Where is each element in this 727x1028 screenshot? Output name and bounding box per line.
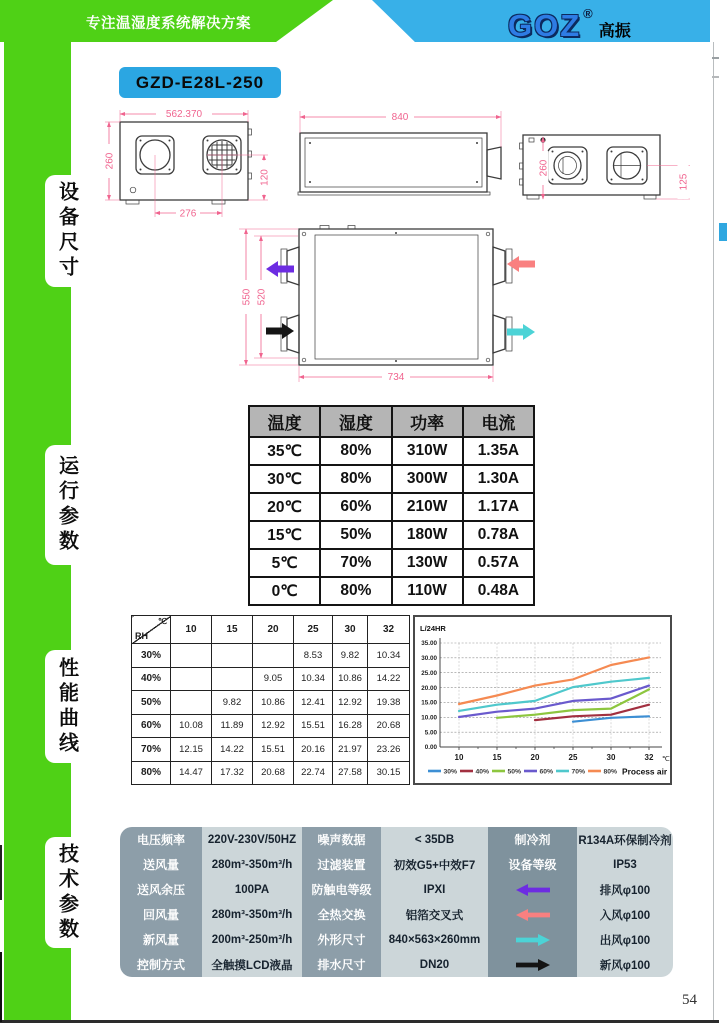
page-edge-artifact [712,76,719,78]
perf-cell: 23.26 [368,738,410,762]
op-cell: 1.17A [463,493,534,521]
perf-cell: 11.89 [212,714,253,738]
table-row [132,761,410,785]
tech-label-cell: 设备等级 [488,852,577,877]
sidebar-tab-operating-parameters: 运行参数 [45,445,89,565]
op-cell: 310W [392,437,463,465]
perf-row-header: 30% [132,644,171,668]
op-cell: 180W [392,521,463,549]
perf-col-header: 20 [253,616,294,644]
perf-cell [171,691,212,715]
perf-cell: 12.15 [171,738,212,762]
tech-label-cell: 电压频率 [120,827,202,852]
page-edge-artifact [0,845,2,900]
tech-value-cell: 220V-230V/50HZ [202,827,302,852]
perf-cell: 17.32 [212,761,253,785]
perf-cell: 20.16 [294,738,333,762]
op-cell: 35℃ [249,437,320,465]
performance-chart-svg [415,619,670,781]
rear-view-drawing [520,135,691,199]
table-row [132,714,410,738]
performance-chart [413,615,672,785]
dim-rear-height: 260 [538,159,550,177]
perf-row-header: 60% [132,714,171,738]
op-cell: 0.57A [463,549,534,577]
tech-label-cell: 送风余压 [120,877,202,902]
table-row [249,521,534,549]
tech-value-cell: 铝箔交叉式 [381,902,488,927]
perf-cell [253,644,294,668]
op-cell: 60% [320,493,391,521]
perf-cell: 20.68 [368,714,410,738]
table-row [132,667,410,691]
dim-top-outer: 550 [241,288,253,306]
operating-parameters-table [248,405,535,606]
rear-right-port [607,147,647,184]
tech-label-cell: 过滤装置 [302,852,381,877]
outlet-arrow-icon [507,324,535,340]
dim-top-width: 734 [387,372,405,383]
perf-cell: 8.53 [294,644,333,668]
tech-arrow-cell [488,902,577,927]
op-header-current: 电流 [463,406,534,437]
tech-value-cell: IPXI [381,877,488,902]
tech-value-cell: DN20 [381,952,488,977]
op-cell: 80% [320,465,391,493]
sidebar-tab-technical-parameters: 技术参数 [45,837,89,948]
svg-text:5.00: 5.00 [424,729,437,737]
op-cell: 110W [392,577,463,605]
svg-text:10: 10 [454,753,464,762]
tech-value-cell: R134A环保制冷剂 [577,827,673,852]
op-cell: 1.35A [463,437,534,465]
svg-text:25: 25 [568,753,578,762]
tech-label-cell: 控制方式 [120,952,202,977]
tech-label-cell: 噪声数据 [302,827,381,852]
perf-cell [171,667,212,691]
tech-label-cell: 防触电等级 [302,877,381,902]
dim-front-height: 260 [104,152,116,170]
perf-cell: 19.38 [368,691,410,715]
perf-cell: 10.86 [253,691,294,715]
perf-row-header: 40% [132,667,171,691]
side-view-drawing [298,111,501,195]
perf-cell: 16.28 [333,714,368,738]
table-row [249,465,534,493]
perf-cell: 12.92 [333,691,368,715]
tech-value-cell: 新风φ100 [577,952,673,977]
tech-value-cell: 全触摸LCD液晶 [202,952,302,977]
brand-logo-text: GOZ [508,8,582,43]
perf-col-header: 25 [294,616,333,644]
dim-front-right: 120 [259,169,271,186]
model-badge: GZD-E28L-250 [119,67,281,98]
inlet-arrow-icon [516,909,550,921]
tech-value-cell: 280m³-350m³/h [202,902,302,927]
dim-front-width: 562.370 [165,109,203,120]
perf-cell: 30.15 [368,761,410,785]
perf-col-header: 10 [171,616,212,644]
table-row [249,549,534,577]
svg-text:60%: 60% [539,768,554,776]
op-cell: 80% [320,437,391,465]
table-row [132,644,410,668]
perf-col-header: 30 [333,616,368,644]
perf-cell: 27.58 [333,761,368,785]
perf-cell: 15.51 [294,714,333,738]
perf-cell: 10.34 [368,644,410,668]
op-cell: 0.78A [463,521,534,549]
technical-parameters-panel [120,827,673,977]
tech-value-cell: 排风φ100 [577,877,673,902]
op-header-humidity: 湿度 [320,406,391,437]
corner-unit-celsius: ℃ [158,617,167,626]
op-cell: 80% [320,577,391,605]
tech-arrow-cell [488,927,577,952]
perf-cell: 14.47 [171,761,212,785]
tech-label-cell: 送风量 [120,852,202,877]
perf-cell: 22.74 [294,761,333,785]
table-row [249,577,534,605]
dim-front-ports: 276 [179,208,197,220]
tech-value-cell: 出风φ100 [577,927,673,952]
op-cell: 50% [320,521,391,549]
svg-text:70%: 70% [571,768,586,776]
perf-cell: 12.92 [253,714,294,738]
svg-text:80%: 80% [603,768,618,776]
tech-label-cell: 制冷剂 [488,827,577,852]
op-cell: 210W [392,493,463,521]
tech-label-cell: 排水尺寸 [302,952,381,977]
svg-text:25.00: 25.00 [421,669,437,677]
outlet-arrow-icon [516,934,550,946]
op-cell: 1.30A [463,465,534,493]
svg-text:20.00: 20.00 [421,684,437,692]
front-view-drawing [104,109,271,220]
perf-row-header: 50% [132,691,171,715]
tech-arrow-cell [488,952,577,977]
perf-cell [212,667,253,691]
sidebar-tab-device-dimensions: 设备尺寸 [45,175,89,287]
table-row [249,493,534,521]
perf-cell [171,644,212,668]
page-number: 54 [682,992,697,1008]
tech-value-cell: IP53 [577,852,673,877]
svg-text:L/24HR: L/24HR [420,624,446,633]
svg-text:50%: 50% [507,768,522,776]
front-drain-hole [130,187,136,193]
table-row [132,738,410,762]
table-row [132,691,410,715]
corner-unit-rh: RH [135,631,148,641]
perf-row-header: 80% [132,761,171,785]
op-cell: 5℃ [249,549,320,577]
perf-col-header: 32 [368,616,410,644]
perf-cell: 12.41 [294,691,333,715]
dim-top-inner: 520 [256,288,268,306]
svg-text:15: 15 [492,753,502,762]
tech-value-cell: 200m³-250m³/h [202,927,302,952]
tech-value-cell: 280m³-350m³/h [202,852,302,877]
dim-side-width: 840 [391,112,409,123]
table-header-row [132,616,410,644]
perf-cell: 14.22 [212,738,253,762]
header-tagline: 专注温湿度系统解决方案 [86,16,251,32]
inlet-arrow-icon [507,256,535,272]
op-cell: 0.48A [463,577,534,605]
op-cell: 15℃ [249,521,320,549]
table-header-row [249,406,534,437]
perf-cell: 10.86 [333,667,368,691]
tech-arrow-cell [488,877,577,902]
svg-text:30: 30 [606,753,616,762]
performance-data-table [131,615,410,785]
perf-cell: 10.34 [294,667,333,691]
perf-row-header: 70% [132,738,171,762]
page-bottom-rule [0,1020,719,1023]
op-cell: 20℃ [249,493,320,521]
op-cell: 300W [392,465,463,493]
svg-text:20: 20 [530,753,540,762]
perf-cell: 15.51 [253,738,294,762]
brand-logo-chinese: 高振 [598,23,631,40]
perf-cell: 9.82 [212,691,253,715]
op-cell: 30℃ [249,465,320,493]
perf-cell [212,644,253,668]
op-cell: 0℃ [249,577,320,605]
fresh-air-arrow-icon [266,323,294,339]
svg-text:15.00: 15.00 [421,699,437,707]
svg-text:10.00: 10.00 [421,714,437,722]
svg-text:℃: ℃ [662,756,670,763]
top-view-drawing [239,226,535,384]
page-edge-artifact [719,223,727,241]
brand-logo [508,6,631,41]
table-row [249,437,534,465]
tech-label-cell: 新风量 [120,927,202,952]
svg-text:30.00: 30.00 [421,655,437,663]
svg-text:0.00: 0.00 [424,744,437,752]
perf-cell: 9.82 [333,644,368,668]
tech-label-cell: 全热交换 [302,902,381,927]
rear-left-port [548,147,587,184]
tech-value-cell: 100PA [202,877,302,902]
svg-text:35.00: 35.00 [421,640,437,648]
svg-text:Process air: Process air [622,766,668,777]
fresh-air-arrow-icon [516,959,550,971]
page-edge-artifact [713,42,714,1020]
perf-cell: 10.08 [171,714,212,738]
svg-text:40%: 40% [475,768,490,776]
perf-cell: 14.22 [368,667,410,691]
page-edge-artifact [712,57,719,59]
perf-cell: 9.05 [253,667,294,691]
tech-label-cell: 回风量 [120,902,202,927]
perf-cell: 21.97 [333,738,368,762]
op-cell: 70% [320,549,391,577]
perf-cell: 20.68 [253,761,294,785]
tech-value-cell: < 35DB [381,827,488,852]
dim-rear-right: 125 [678,173,690,191]
exhaust-arrow-icon [266,261,294,277]
tech-value-cell: 初效G5+中效F7 [381,852,488,877]
tech-label-cell: 外形尺寸 [302,927,381,952]
dimension-drawings [100,105,720,405]
sidebar-tab-performance-curves: 性能曲线 [45,650,89,763]
perf-corner-cell [132,616,171,644]
tech-value-cell: 840×563×260mm [381,927,488,952]
exhaust-arrow-icon [516,884,550,896]
page-edge-artifact [0,952,2,1022]
registered-trademark-icon: ® [583,6,593,21]
svg-text:30%: 30% [443,768,458,776]
svg-text:32: 32 [644,753,654,762]
op-header-temperature: 温度 [249,406,320,437]
op-header-power: 功率 [392,406,463,437]
tech-value-cell: 入风φ100 [577,902,673,927]
op-cell: 130W [392,549,463,577]
perf-col-header: 15 [212,616,253,644]
